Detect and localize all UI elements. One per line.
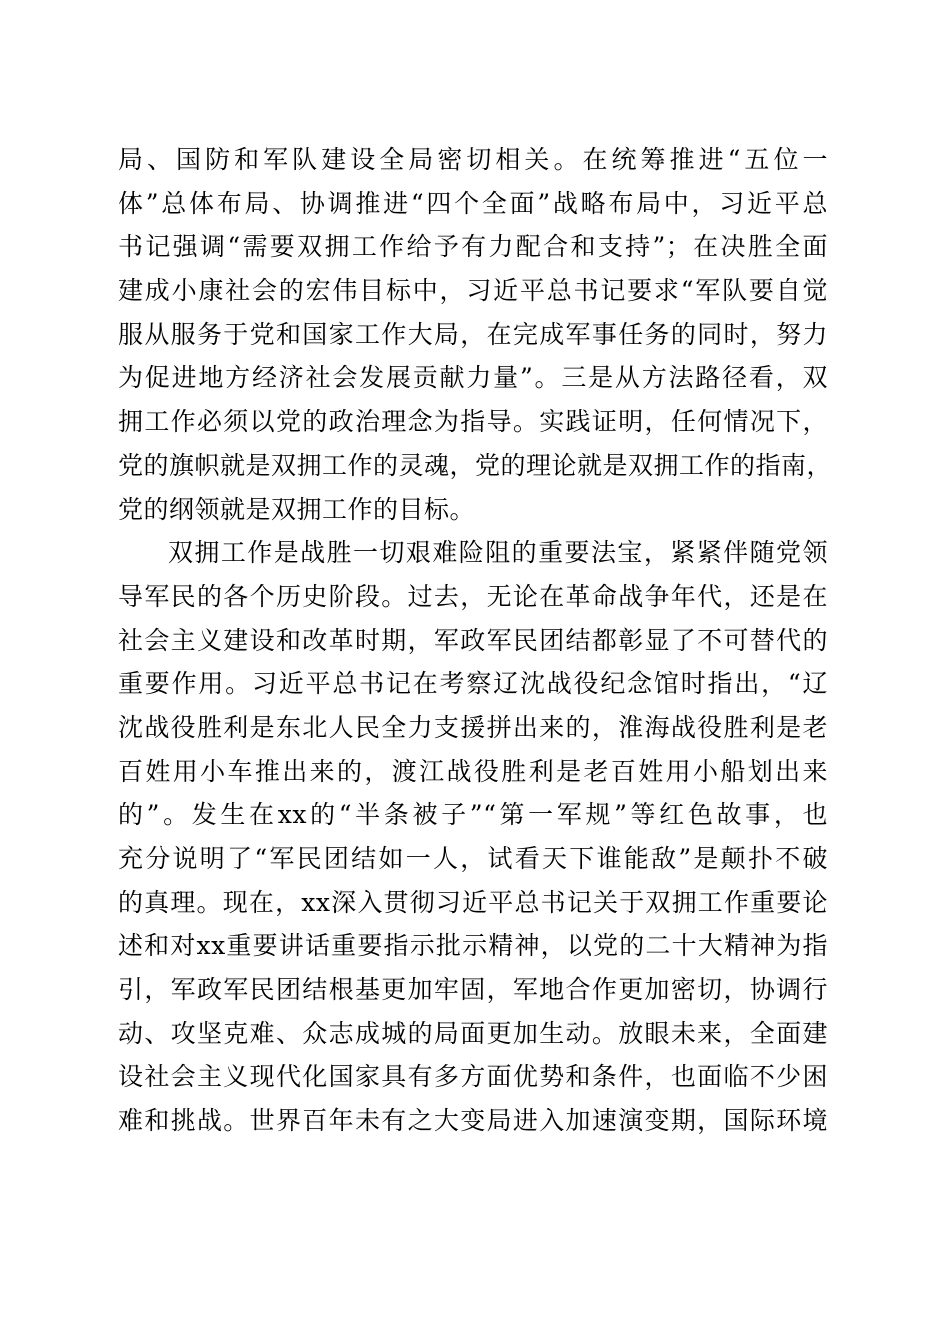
text-line: 百姓用小车推出来的，渡江战役胜利是老百姓用小船划出来 (118, 756, 828, 786)
text-line: 双拥工作是战胜一切艰难险阻的重要法宝，紧紧伴随党领 (168, 538, 828, 568)
paragraph-2 (118, 531, 828, 1143)
text-line: 服从服务于党和国家工作大局，在完成军事任务的同时，努力 (118, 319, 828, 349)
text-line: 的”。发生在xx的“半条被子”“第一军规”等红色故事，也 (118, 800, 828, 830)
text-line: 难和挑战。世界百年未有之大变局进入加速演变期，国际环境 (118, 1106, 828, 1136)
text-line: 动、攻坚克难、众志成城的局面更加生动。放眼未来，全面建 (118, 1018, 828, 1048)
text-line: 党的旗帜就是双拥工作的灵魂，党的理论就是双拥工作的指南， (118, 450, 833, 480)
text-line: 拥工作必须以党的政治理念为指导。实践证明，任何情况下， (118, 407, 828, 437)
paragraph-1 (118, 138, 833, 531)
text-line: 为促进地方经济社会发展贡献力量”。三是从方法路径看，双 (118, 363, 828, 393)
text-line: 导军民的各个历史阶段。过去，无论在革命战争年代，还是在 (118, 581, 828, 611)
text-line: 重要作用。习近平总书记在考察辽沈战役纪念馆时指出，“辽 (118, 669, 828, 699)
text-line: 局、国防和军队建设全局密切相关。在统筹推进“五位一 (118, 145, 828, 174)
text-line: 建成小康社会的宏伟目标中，习近平总书记要求“军队要自觉 (118, 276, 828, 306)
text-line: 体”总体布局、协调推进“四个全面”战略布局中，习近平总 (118, 188, 828, 218)
text-line: 书记强调“需要双拥工作给予有力配合和支持”；在决胜全面 (118, 232, 828, 262)
text-line: 党的纲领就是双拥工作的目标。 (118, 494, 476, 524)
text-line: 述和对xx重要讲话重要指示批示精神，以党的二十大精神为指 (118, 931, 828, 961)
text-line: 设社会主义现代化国家具有多方面优势和条件，也面临不少困 (118, 1062, 828, 1092)
text-line: 沈战役胜利是东北人民全力支援拼出来的，淮海战役胜利是老 (118, 712, 828, 742)
text-line: 社会主义建设和改革时期，军政军民团结都彰显了不可替代的 (118, 625, 828, 655)
text-line: 充分说明了“军民团结如一人，试看天下谁能敌”是颠扑不破 (118, 844, 828, 873)
text-line: 引，军政军民团结根基更加牢固，军地合作更加密切，协调行 (118, 975, 828, 1005)
body-text (118, 138, 833, 1143)
text-line: 的真理。现在，xx深入贯彻习近平总书记关于双拥工作重要论 (118, 887, 828, 917)
